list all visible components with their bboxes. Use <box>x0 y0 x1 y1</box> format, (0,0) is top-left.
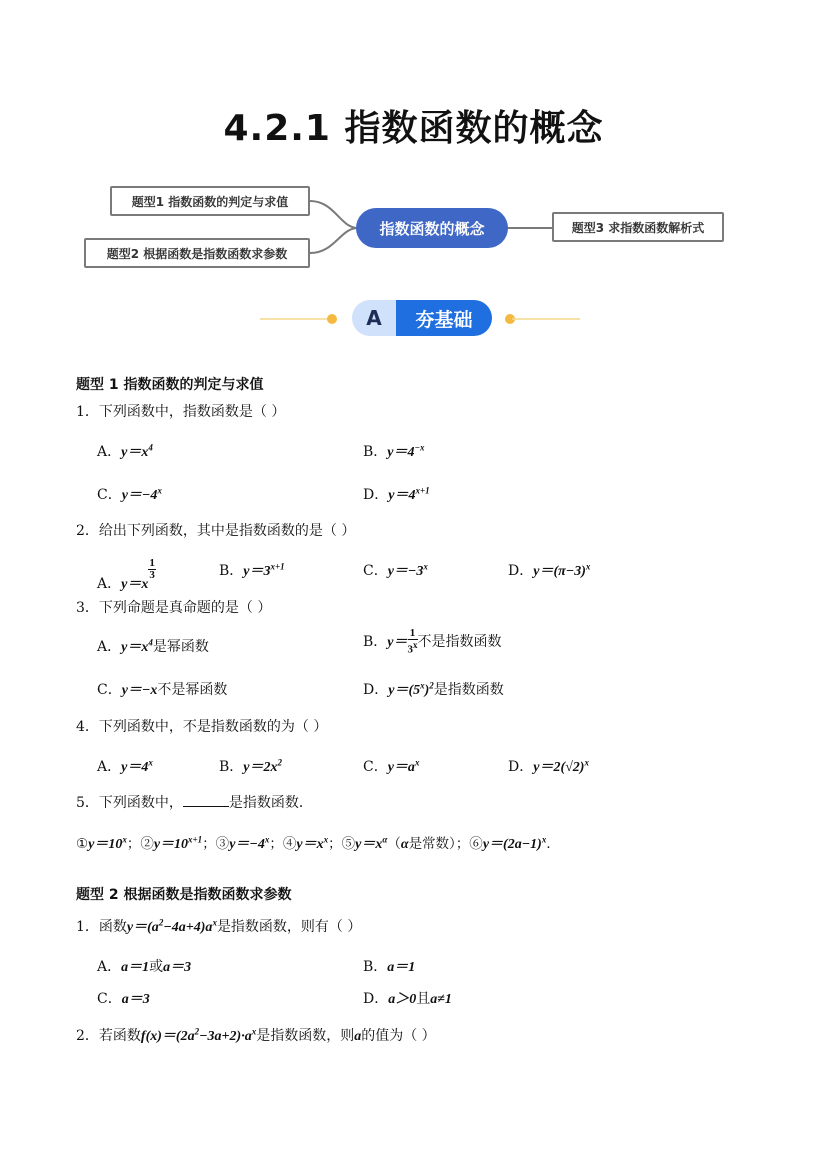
sec2-q1-option-d: D．a＞0且a≠1 <box>363 991 452 1007</box>
question-3-stem: 3．下列命题是真命题的是（ ） <box>76 600 272 616</box>
question-5-items: $①y=10^x$；$②y=10^{x+1}$；$③y=-4^x$；$④y=x^x$；$⑤y=x^\alpha(\alpha$是常数）；$⑥y=(2a-1)^x$． <box>76 834 560 852</box>
q3-option-a: A．$y=x^4$是幂函数 <box>97 637 209 655</box>
mindmap-center-node: 指数函数的概念 <box>356 208 508 248</box>
q1-option-d: D．$y=4^{x+1}$ <box>363 485 430 503</box>
sec2-question-2-stem: 2．若函数$f(x)=(2a^2-3a+2)\cdot a^x$是指数函数，则a的值为（ ） <box>76 1026 436 1044</box>
q1-option-b: B．$y=4^{-x}$ <box>363 442 425 460</box>
mindmap-node-type1: 题型1 指数函数的判定与求值 <box>110 186 310 216</box>
q2-option-a: A．y＝x $\frac{1}{3}$ <box>97 557 155 592</box>
sec2-question-1-stem: 1．函数$y=(a^2-4a+4)a^x$是指数函数，则有（ ） <box>76 917 362 935</box>
q2-option-c: C．$y=-3^x$ <box>363 561 428 579</box>
sec2-q1-option-b: B．a＝1 <box>363 959 416 975</box>
question-5-stem: 5．下列函数中， 是指数函数． <box>76 795 313 811</box>
question-2-stem: 2．给出下列函数，其中是指数函数的是（ ） <box>76 523 356 539</box>
q4-option-d: D．$y=2(√2)^x$ <box>508 757 589 775</box>
mindmap-node-type3: 题型3 求指数函数解析式 <box>552 212 724 242</box>
question-1-stem: 1．下列函数中，指数函数是（ ） <box>76 404 286 420</box>
section-heading-2: 题型 2 根据函数是指数函数求参数 <box>76 887 292 903</box>
mindmap-node-type2: 题型2 根据函数是指数函数求参数 <box>84 238 310 268</box>
q4-option-c: C．$y=a^x$ <box>363 757 420 775</box>
banner-letter: A <box>352 300 396 336</box>
section-heading-1: 题型 1 指数函数的判定与求值 <box>76 377 264 393</box>
q1-option-c: C．$y=-4^x$ <box>97 485 162 503</box>
sec2-q1-option-a: A．a＝1或a＝3 <box>97 959 192 975</box>
q3-option-c: C．y＝−x不是幂函数 <box>97 682 228 698</box>
banner-title: 夯基础 <box>396 300 492 336</box>
q3-option-b: B．y＝ $\frac{1}{3^x}$ 不是指数函数 <box>363 627 502 656</box>
question-4-stem: 4．下列函数中，不是指数函数的为（ ） <box>76 719 328 735</box>
sec2-q1-option-c: C．a＝3 <box>97 991 150 1007</box>
q4-option-b: B．$y=2x^2$ <box>219 757 283 775</box>
page-title: 4.2.1 指数函数的概念 <box>223 108 604 149</box>
q4-option-a: A．$y=4^x$ <box>97 757 153 775</box>
q3-option-d: D．$y=(5^x)^2$是指数函数 <box>363 680 504 698</box>
q2-option-b: B．$y=3^{x+1}$ <box>219 561 285 579</box>
q1-option-a: A．$y=x^4$ <box>97 442 153 460</box>
answer-blank[interactable] <box>183 794 229 807</box>
q2-option-d: D．$y=(\pi-3)^x$ <box>508 561 591 579</box>
